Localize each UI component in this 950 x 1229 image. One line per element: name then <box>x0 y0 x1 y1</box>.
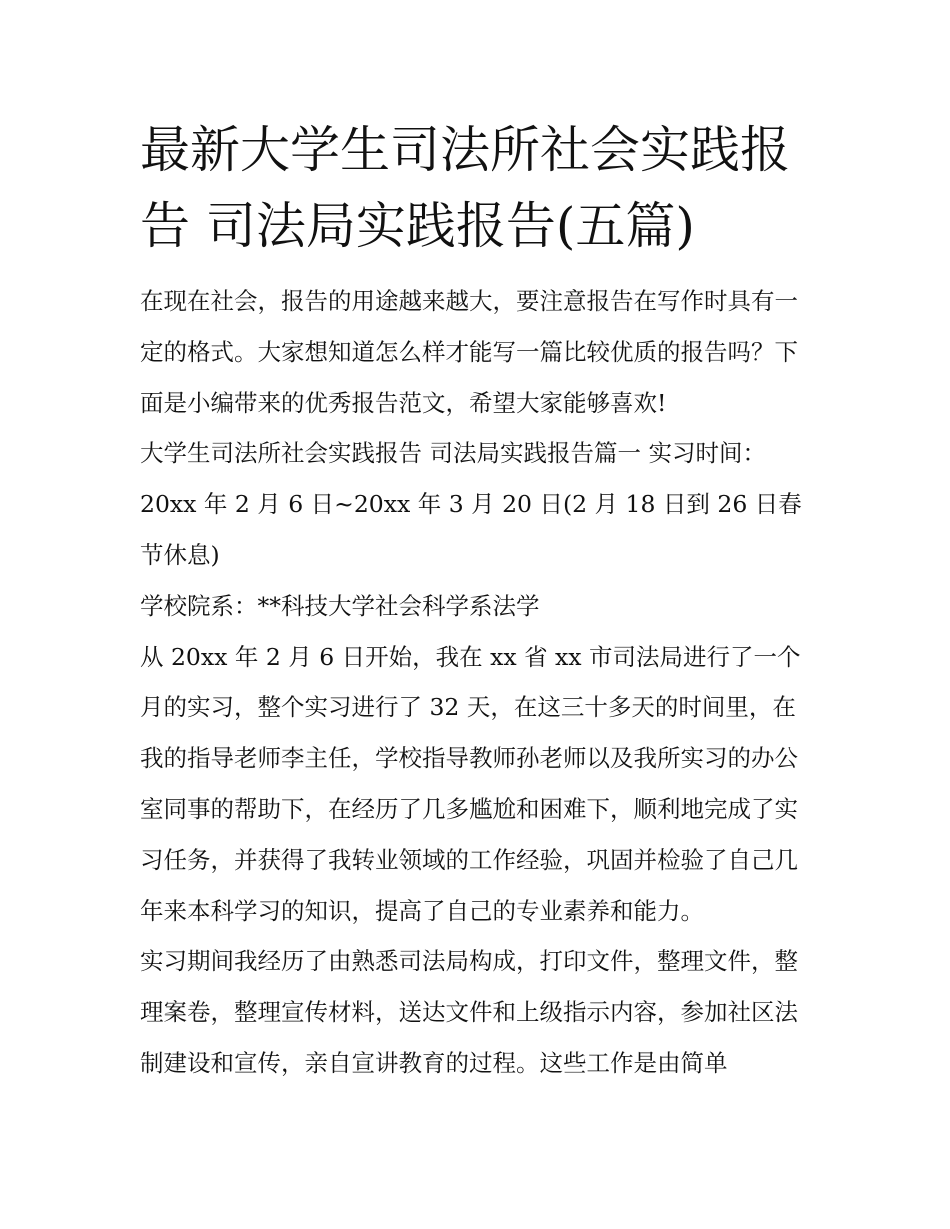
internship-paragraph: 从 20xx 年 2 月 6 日开始，我在 xx 省 xx 市司法局进行了一个月的实习，整个实习进行了 32 天，在这三十多天的时间里，在我的指导老师李主任，学校指导教师孙老师以及我所实习的办公室同事的帮助下，在经历了几多尴尬和困难下，顺利地完成了实习任务，并获得了我转业领域的工作经验，巩固并检验了自己几年来本科学习的知识，提高了自己的专业素养和能力。 <box>140 642 801 925</box>
school-paragraph: 学校院系：**科技大学社会科学系法学 <box>140 591 540 620</box>
document-title: 最新大学生司法所社会实践报告 司法局实践报告(五篇) <box>140 121 790 255</box>
document-body <box>140 276 816 1089</box>
intro-paragraph: 在现在社会，报告的用途越来越大，要注意报告在写作时具有一定的格式。大家想知道怎么样才能写一篇比较优质的报告吗？下面是小编带来的优秀报告范文，希望大家能够喜欢! <box>140 287 798 417</box>
experience-paragraph: 实习期间我经历了由熟悉司法局构成，打印文件，整理文件，整理案卷，整理宣传材料，送达文件和上级指示内容，参加社区法制建设和宣传，亲自宣讲教育的过程。这些工作是由简单 <box>140 947 798 1077</box>
report-heading-paragraph: 大学生司法所社会实践报告 司法局实践报告篇一 实习时间：20xx 年 2 月 6 日~20xx 年 3 月 20 日(2 月 18 日到 26 日春节休息) <box>140 439 802 569</box>
